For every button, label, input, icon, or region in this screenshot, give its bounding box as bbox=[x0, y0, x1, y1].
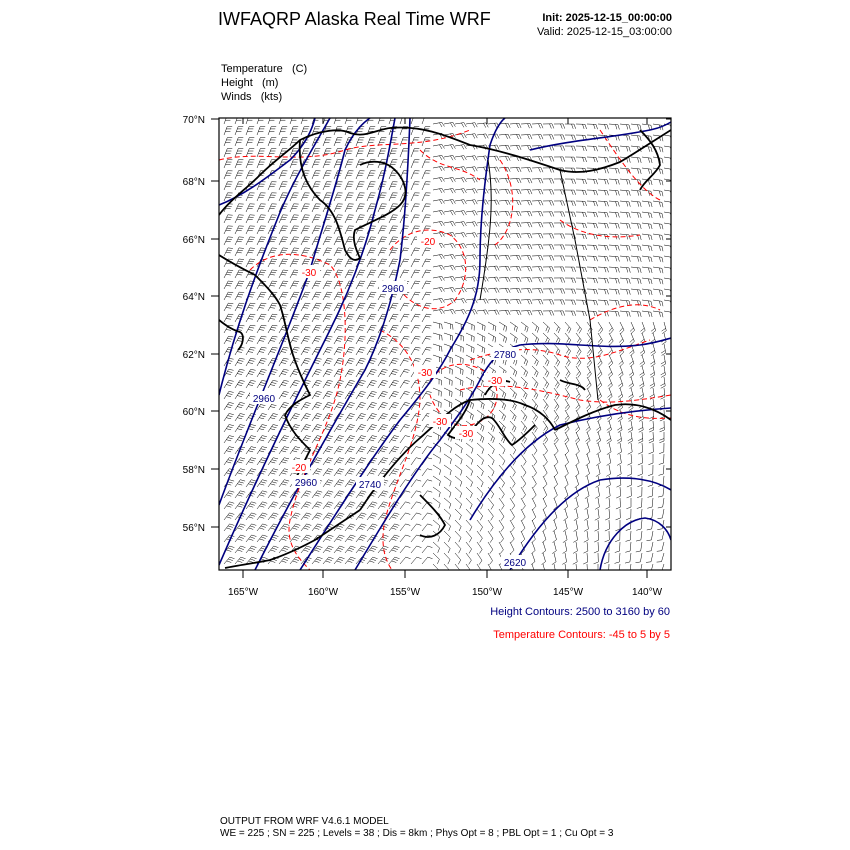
lat-tick-label: 64°N bbox=[182, 292, 205, 303]
temperature-contours-legend: Temperature Contours: -45 to 5 by 5 bbox=[493, 629, 670, 641]
map-background bbox=[219, 118, 671, 570]
temperature-contour-label: -20 bbox=[420, 237, 436, 248]
lon-tick-label: 145°W bbox=[552, 587, 584, 598]
field-temperature-name: Temperature bbox=[221, 63, 283, 75]
temperature-contour-label: -20 bbox=[291, 463, 307, 474]
lon-tick-label: 165°W bbox=[227, 587, 259, 598]
model-settings: WE = 225 ; SN = 225 ; Levels = 38 ; Dis = 8km ; Phys Opt = 8 ; PBL Opt = 1 ; Cu Opt = 3 bbox=[220, 828, 614, 839]
lon-tick-label: 150°W bbox=[471, 587, 503, 598]
height-contour-label: 2780 bbox=[493, 350, 517, 361]
height-contour-label: 2960 bbox=[252, 394, 276, 405]
field-height-unit: (m) bbox=[261, 77, 279, 89]
height-contours-legend: Height Contours: 2500 to 3160 by 60 bbox=[490, 606, 670, 618]
field-winds-name: Winds bbox=[221, 91, 252, 103]
model-info: OUTPUT FROM WRF V4.6.1 MODEL bbox=[220, 816, 389, 827]
temperature-contour-label: -30 bbox=[417, 368, 433, 379]
init-time: Init: 2025-12-15_00:00:00 bbox=[542, 12, 672, 24]
lon-tick-label: 160°W bbox=[307, 587, 339, 598]
height-contour-label: 2620 bbox=[503, 558, 527, 569]
temperature-contour-label: -30 bbox=[301, 268, 317, 279]
field-winds-unit: (kts) bbox=[260, 91, 283, 103]
lat-tick-label: 66°N bbox=[182, 235, 205, 246]
height-contour-label: 2740 bbox=[358, 480, 382, 491]
lat-tick-label: 58°N bbox=[182, 465, 205, 476]
field-height-name: Height bbox=[221, 77, 253, 89]
lat-tick-label: 68°N bbox=[182, 177, 205, 188]
temperature-contour-label: -30 bbox=[432, 417, 448, 428]
lat-tick-label: 62°N bbox=[182, 350, 205, 361]
height-contour-label: 2960 bbox=[381, 284, 405, 295]
temperature-contour-label: -30 bbox=[458, 429, 474, 440]
lon-tick-label: 140°W bbox=[631, 587, 663, 598]
lat-tick-label: 70°N bbox=[182, 115, 205, 126]
height-contour-label: 2960 bbox=[294, 478, 318, 489]
lat-tick-label: 56°N bbox=[182, 523, 205, 534]
temperature-contour-label: -30 bbox=[487, 376, 503, 387]
lon-tick-label: 155°W bbox=[389, 587, 421, 598]
plot-title: IWFAQRP Alaska Real Time WRF bbox=[218, 9, 491, 29]
lat-tick-label: 60°N bbox=[182, 407, 205, 418]
valid-time: Valid: 2025-12-15_03:00:00 bbox=[537, 26, 672, 38]
field-temperature-unit: (C) bbox=[291, 63, 308, 75]
